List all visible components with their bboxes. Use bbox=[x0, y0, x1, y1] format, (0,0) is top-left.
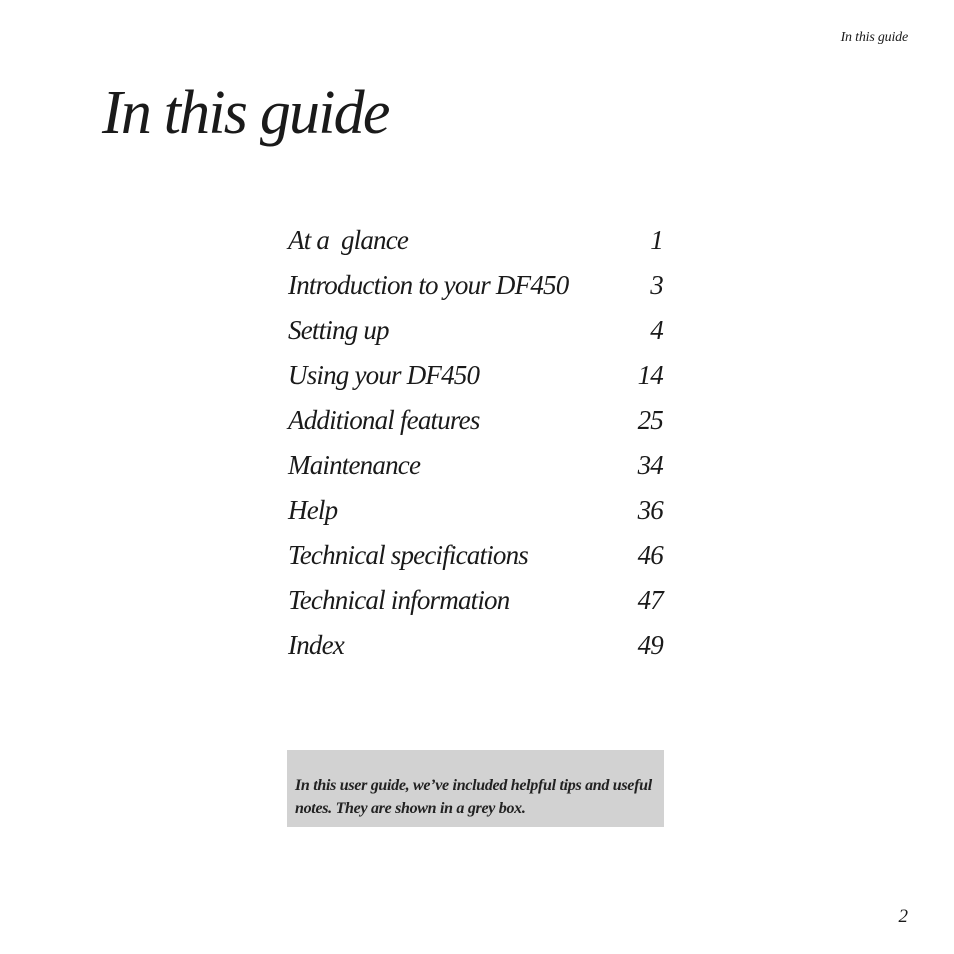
note-text: In this user guide, we’ve included helpful tips and useful notes. They are shown in a grey box. bbox=[295, 777, 652, 817]
page-title: In this guide bbox=[102, 79, 389, 147]
toc-entry-maintenance[interactable] bbox=[288, 447, 663, 492]
toc-entry-label: Introduction to your DF450 bbox=[288, 270, 569, 300]
toc-entry-label: Maintenance bbox=[288, 450, 421, 480]
toc-entry-page: 46 bbox=[637, 540, 663, 570]
toc-entry-page: 47 bbox=[637, 585, 663, 615]
table-of-contents bbox=[288, 222, 663, 672]
toc-entry-page: 25 bbox=[637, 405, 663, 435]
toc-entry-label: Technical specifications bbox=[288, 540, 529, 570]
page-number: 2 bbox=[898, 906, 908, 927]
toc-entry-label: At a glance bbox=[288, 225, 409, 255]
toc-entry-introduction[interactable] bbox=[288, 267, 663, 312]
toc-entry-help[interactable] bbox=[288, 492, 663, 537]
toc-entry-using[interactable] bbox=[288, 357, 663, 402]
toc-entry-label: Index bbox=[288, 630, 344, 660]
toc-entry-index[interactable] bbox=[288, 627, 663, 672]
toc-entry-at-a-glance[interactable] bbox=[288, 222, 663, 267]
toc-entry-technical-information[interactable] bbox=[288, 582, 663, 627]
toc-entry-additional-features[interactable] bbox=[288, 402, 663, 447]
toc-entry-page: 1 bbox=[650, 225, 663, 255]
toc-entry-label: Technical information bbox=[288, 585, 510, 615]
toc-entry-label: Additional features bbox=[288, 405, 480, 435]
toc-entry-page: 34 bbox=[637, 450, 663, 480]
toc-entry-page: 49 bbox=[637, 630, 663, 660]
toc-entry-page: 3 bbox=[650, 270, 663, 300]
toc-entry-page: 14 bbox=[637, 360, 663, 390]
toc-entry-page: 36 bbox=[637, 495, 663, 525]
toc-entry-technical-specifications[interactable] bbox=[288, 537, 663, 582]
toc-entry-label: Using your DF450 bbox=[288, 360, 480, 390]
running-header: In this guide bbox=[840, 30, 908, 45]
toc-entry-page: 4 bbox=[650, 315, 663, 345]
toc-entry-label: Setting up bbox=[288, 315, 389, 345]
toc-entry-setting-up[interactable] bbox=[288, 312, 663, 357]
toc-entry-label: Help bbox=[288, 495, 338, 525]
note-box bbox=[287, 750, 664, 827]
